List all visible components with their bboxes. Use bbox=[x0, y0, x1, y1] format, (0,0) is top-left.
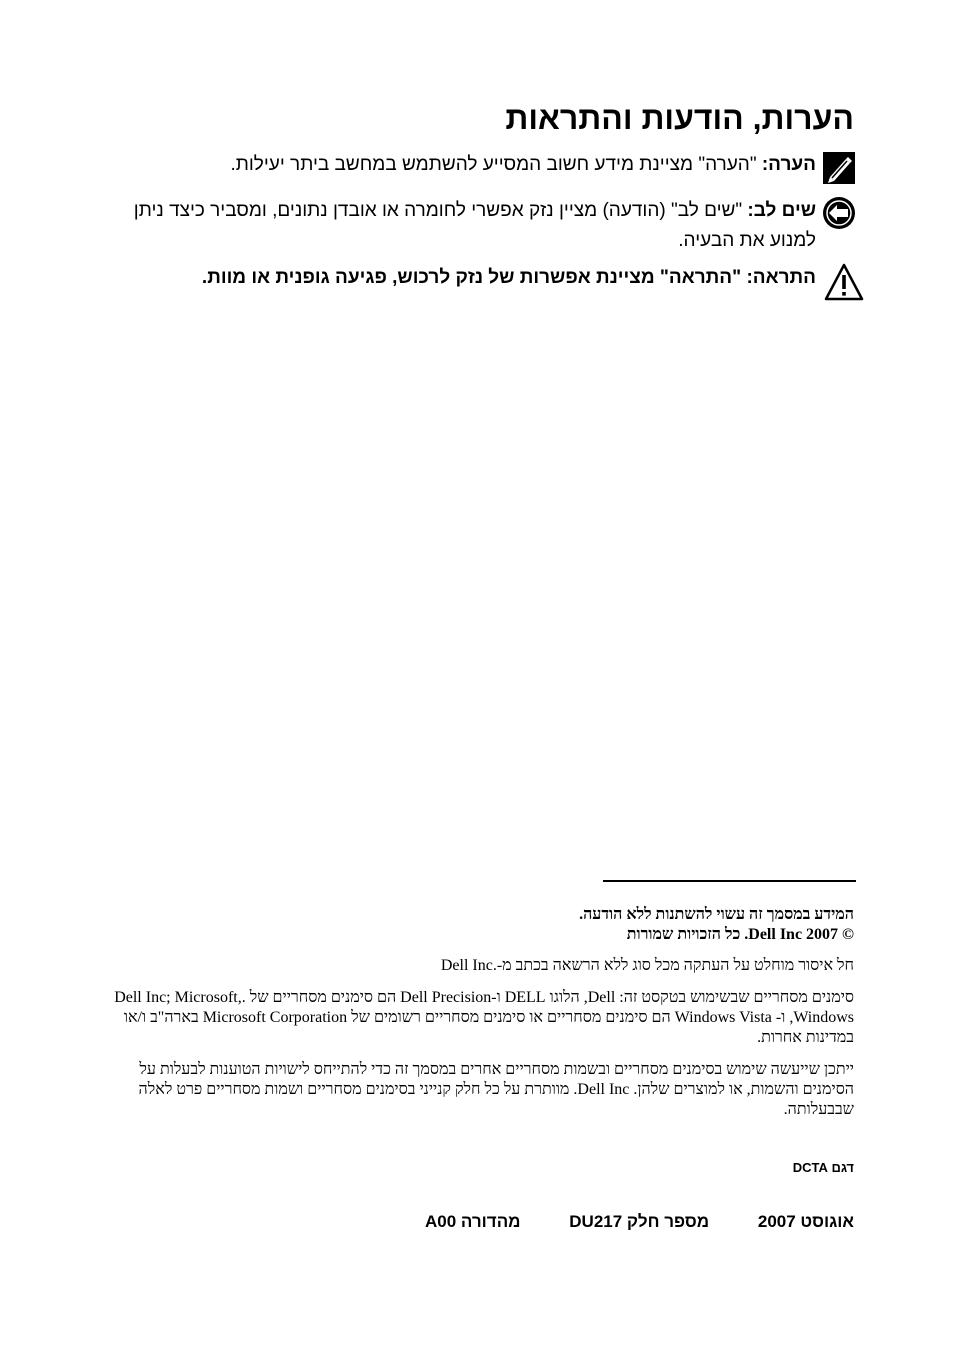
separator-rule bbox=[603, 880, 856, 882]
legal-line-1: המידע במסמך זה עשוי להשתנות ללא הודעה. bbox=[579, 906, 854, 923]
copyright-line: © 2007 Dell Inc. כל הזכויות שמורות bbox=[626, 926, 854, 943]
notice-notice bbox=[116, 196, 856, 256]
model-number: דגם DCTA bbox=[792, 1160, 854, 1175]
footer bbox=[425, 1212, 854, 1232]
footer-part-number: מספר חלק DU217 bbox=[569, 1212, 710, 1231]
footer-revision: מהדורה A00 bbox=[424, 1212, 521, 1231]
legal-paragraph-reproduction: חל איסור מוחלט על העתקה מכל סוג ללא הרשאה בכתב מ-.Dell Inc bbox=[440, 957, 854, 974]
warning-label: התראה: bbox=[746, 267, 816, 288]
notice-text: "שים לב" (הודעה) מציין נזק אפשרי לחומרה או אובדן נתונים, ומסביר כיצד ניתן למנוע את הבעיה. bbox=[133, 200, 816, 251]
note-label: הערה: bbox=[761, 154, 816, 175]
notice-label: שים לב: bbox=[747, 200, 816, 221]
legal-header bbox=[114, 905, 854, 945]
warning-text: "התראה" מציינת אפשרות של נזק לרכוש, פגיעה גופנית או מוות. bbox=[201, 267, 747, 288]
note-pencil-icon bbox=[822, 151, 856, 185]
notice-arrow-icon bbox=[822, 196, 856, 230]
legal-paragraph-other-marks: ייתכן שייעשה שימוש בסימנים מסחריים ובשמות מסחריים אחרים במסמך זה כדי להתייחס לישויות הטוענות לבעלות על הסימנים והשמות, או למוצרים שלהן. Dell Inc. מוותרת על כל חלק קנייני בסימנים מסחריים ושמות מסחריים פרט לאלה שבבעלותה. bbox=[138, 1061, 854, 1118]
warning-notice bbox=[96, 263, 856, 293]
note-text: "הערה" מציינת מידע חשוב המסייע להשתמש במחשב ביתר יעילות. bbox=[230, 154, 762, 175]
footer-date: אוגוסט 2007 bbox=[757, 1212, 854, 1231]
page-title: הערות, הודעות והתראות bbox=[505, 100, 854, 136]
note-notice bbox=[116, 150, 856, 180]
legal-paragraph-trademarks: סימנים מסחריים שבשימוש בטקסט זה: Dell, הלוגו DELL ו-Dell Precision הם סימנים מסחריים של .Dell Inc; Microsoft, Windows, ו- Windows Vista הם סימנים מסחריים או סימנים מסחריים רשומים של Microsoft Corporation בארה"ב ו/או במדינות אחרות. bbox=[114, 989, 854, 1046]
warning-triangle-icon bbox=[824, 263, 864, 301]
